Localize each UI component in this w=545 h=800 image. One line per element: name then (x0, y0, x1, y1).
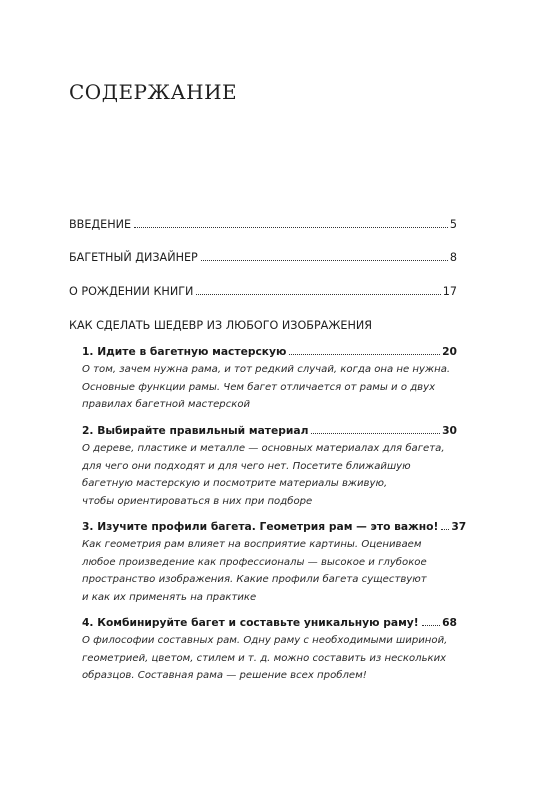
toc-entry-label: БАГЕТНЫЙ ДИЗАЙНЕР (69, 251, 198, 264)
subentry-page: 30 (442, 424, 457, 437)
toc-subentry-4[interactable] (82, 616, 457, 685)
description-line: О том, зачем нужна рама, и тот редкий случай, когда она не нужна. (82, 364, 451, 375)
description-line: О философии составных рам. Одну раму с необходимыми шириной, (82, 635, 448, 646)
toc-subentry-2[interactable] (82, 424, 457, 510)
toc-entry-label: ВВЕДЕНИЕ (69, 218, 132, 231)
page-title: СОДЕРЖАНИЕ (69, 80, 238, 104)
dot-leader (196, 294, 440, 295)
dot-leader (441, 529, 449, 530)
description-line: для чего они подходят и для чего нет. Посетите ближайшую (82, 460, 411, 472)
description-line: любое произведение как профессионалы — высокое и глубокое (82, 556, 427, 568)
subentry-page: 20 (442, 345, 457, 358)
subentry-title: 2. Выбирайте правильный материал (82, 424, 309, 437)
subentry-title: 4. Комбинируйте багет и составьте уникальную раму! (82, 616, 419, 629)
section-heading: КАК СДЕЛАТЬ ШЕДЕВР ИЗ ЛЮБОГО ИЗОБРАЖЕНИЯ (69, 319, 373, 332)
toc-subentry-3[interactable] (82, 520, 467, 606)
toc-entry-label: О РОЖДЕНИИ КНИГИ (69, 285, 194, 298)
toc-subentry-1[interactable] (82, 345, 457, 414)
description-line: и как их применять на практике (82, 591, 257, 603)
toc-entry-designer[interactable] (69, 251, 457, 264)
description-line: пространство изображения. Какие профили багета существуют (82, 574, 427, 585)
toc-entry-page: 8 (449, 251, 457, 264)
subentry-description (82, 536, 457, 606)
dot-leader (422, 625, 440, 626)
subentry-description (82, 632, 457, 685)
dot-leader (289, 354, 440, 355)
toc-entry-book-birth[interactable] (69, 285, 457, 298)
description-line: Как геометрия рам влияет на восприятие картины. Оцениваем (82, 539, 422, 550)
toc-entry-page: 5 (449, 218, 457, 231)
subentry-title: 1. Идите в багетную мастерскую (82, 345, 287, 358)
subentry-title: 3. Изучите профили багета. Геометрия рам — это важно! (82, 520, 439, 533)
subentry-page: 68 (442, 616, 457, 629)
description-line: Основные функции рамы. Чем багет отличается от рамы и о двух (82, 381, 436, 393)
description-line: образцов. Составная рама — решение всех проблем! (82, 670, 367, 681)
description-line: чтобы ориентироваться в них при подборе (82, 495, 313, 507)
description-line: правилах багетной мастерской (82, 399, 251, 410)
description-line: багетную мастерскую и посмотрите материалы вживую, (82, 478, 388, 489)
subentry-page: 37 (451, 520, 467, 533)
description-line: геометрией, цветом, стилем и т. д. можно составить из нескольких (82, 652, 447, 664)
toc-entry-page: 17 (442, 285, 457, 298)
toc-entry-introduction[interactable] (69, 218, 457, 231)
subentry-description (82, 440, 457, 510)
dot-leader (201, 260, 448, 261)
dot-leader (311, 433, 440, 434)
dot-leader (134, 227, 448, 228)
subentry-description (82, 361, 457, 414)
description-line: О дереве, пластике и металле — основных материалах для багета, (82, 443, 445, 454)
